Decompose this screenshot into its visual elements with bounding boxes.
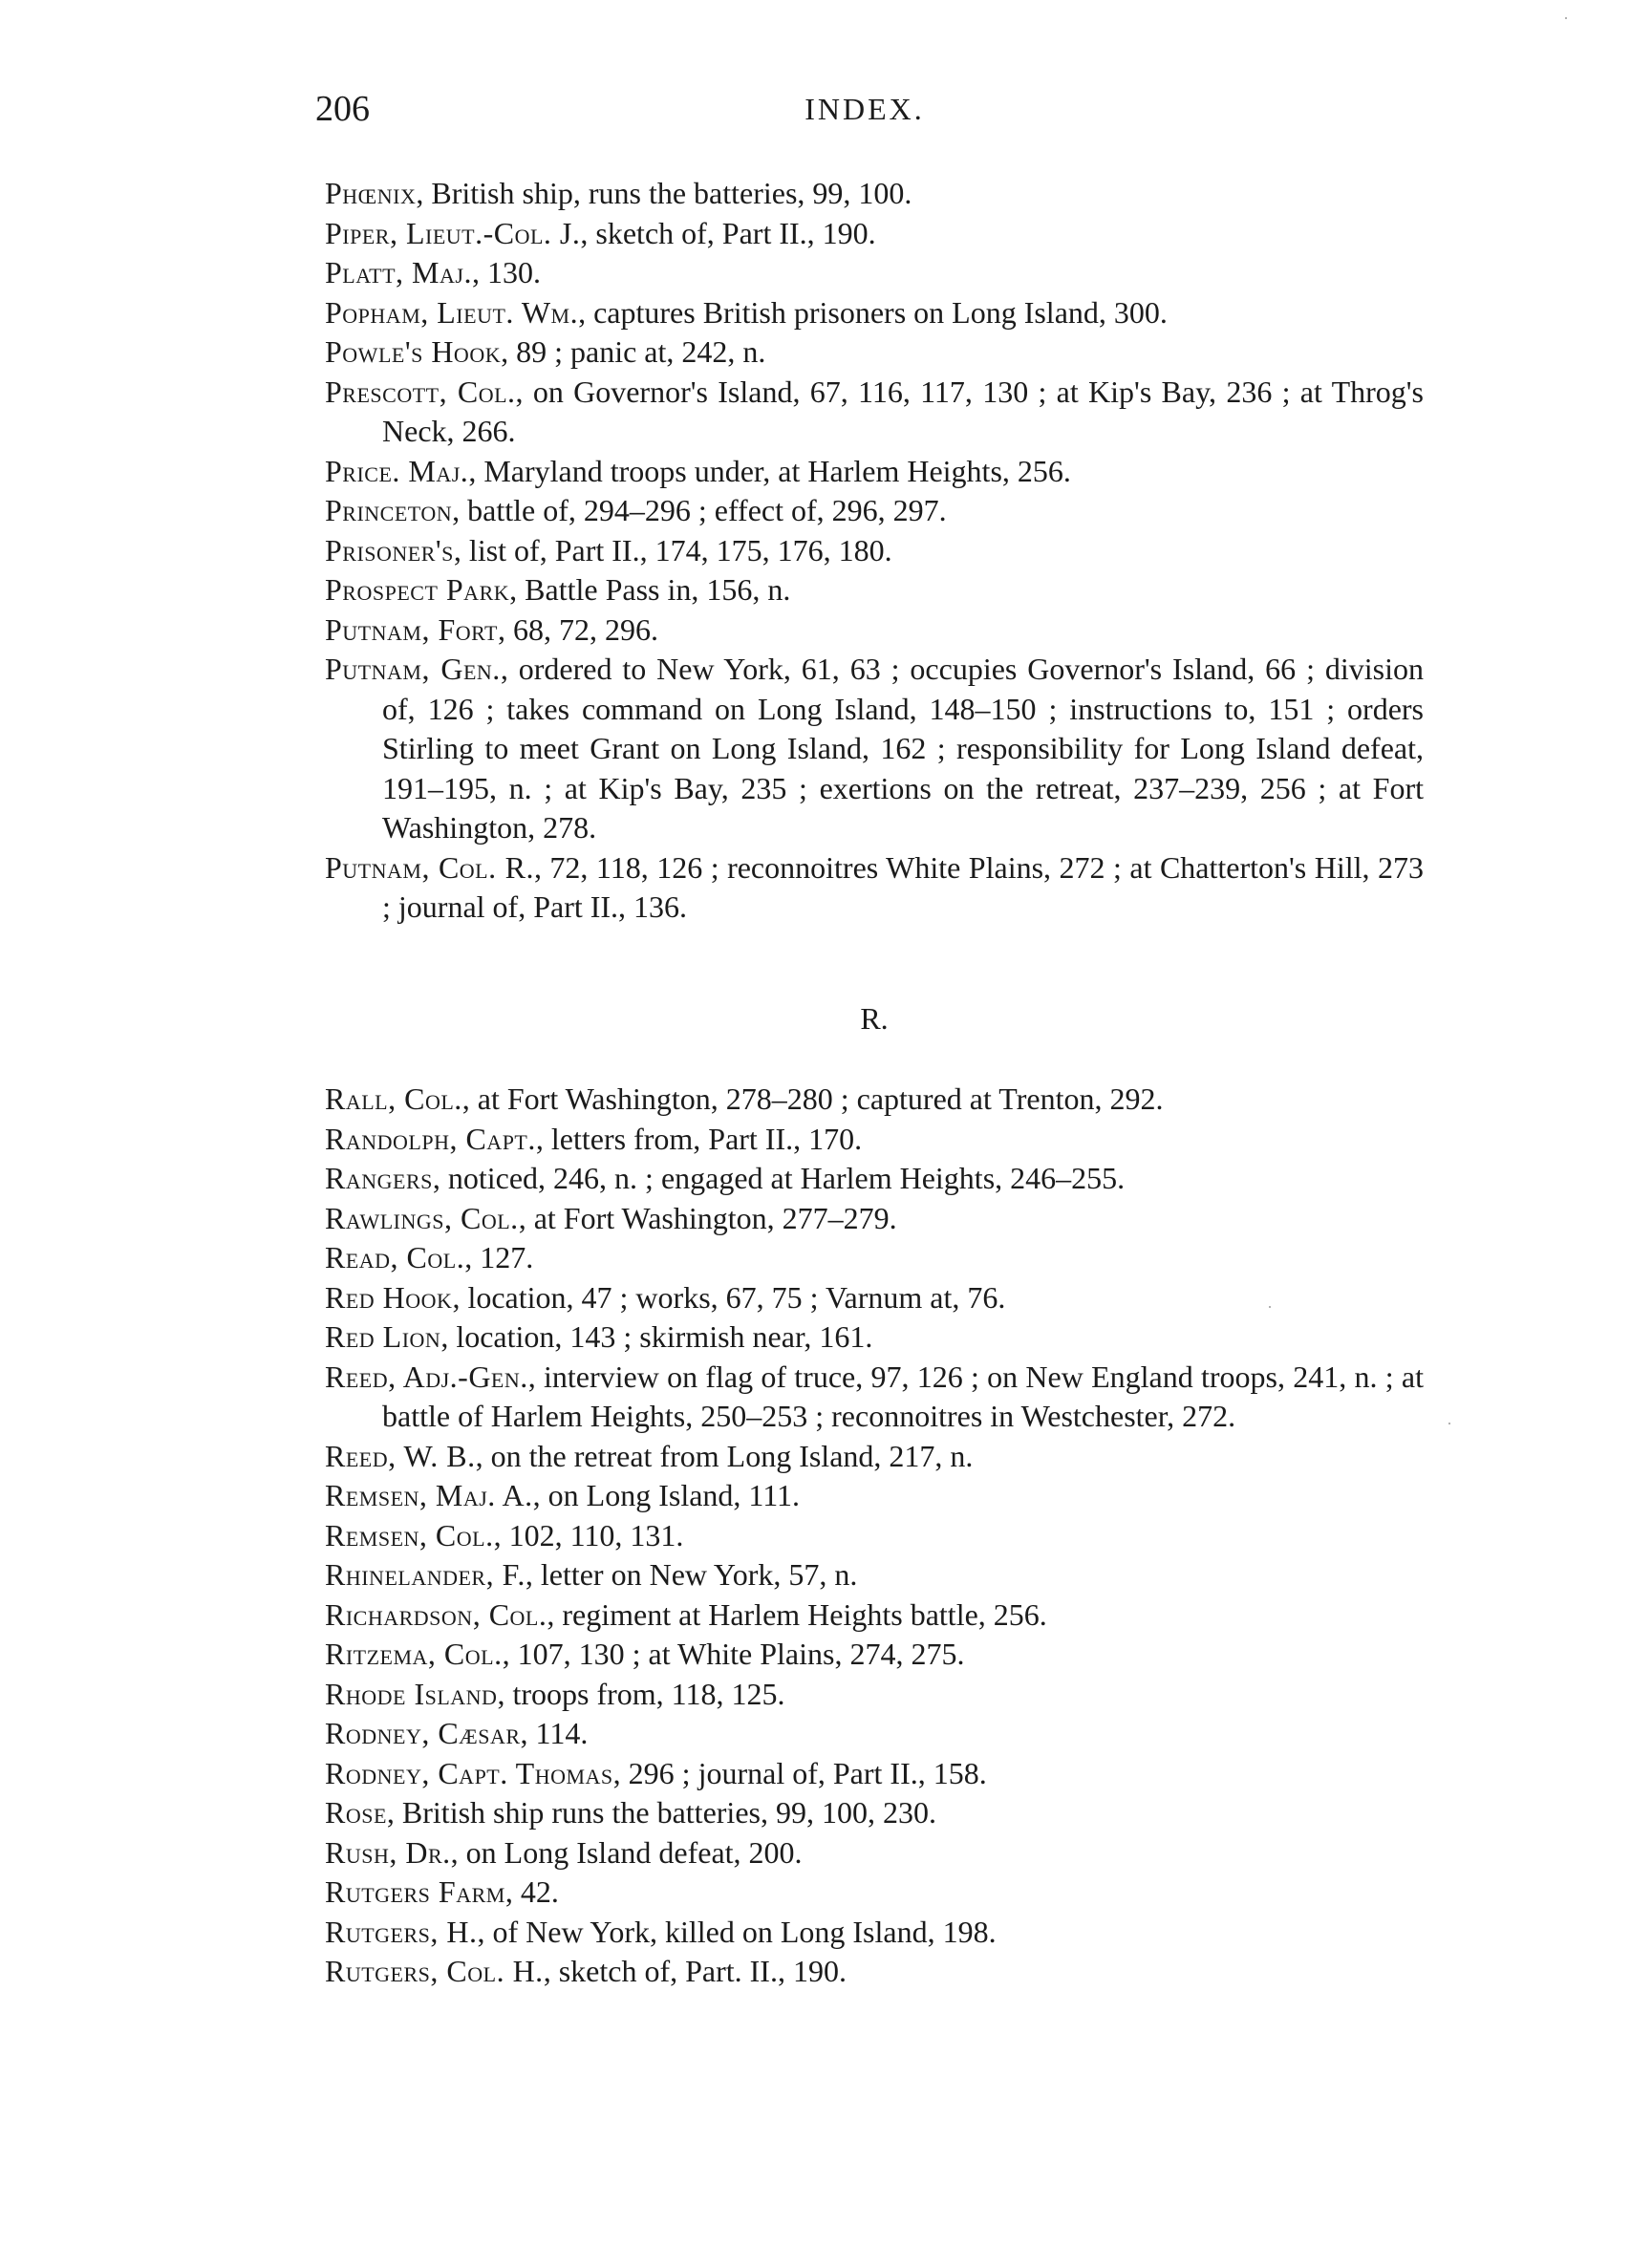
index-entry: Rall, Col., at Fort Washington, 278–280 ; captured at Trenton, 292. (325, 1081, 1164, 1116)
index-entry: Rutgers, Col. H., sketch of, Part. II., 190. (325, 1954, 847, 1988)
index-section-r (325, 1080, 1424, 1992)
index-entry: Platt, Maj., 130. (325, 255, 541, 289)
scan-speck (1565, 17, 1567, 19)
index-entry: Piper, Lieut.-Col. J., sketch of, Part II., 190. (325, 215, 876, 250)
index-entry: Reed, Adj.-Gen., interview on flag of truce, 97, 126 ; on New England troops, 241, n. ; at battle of Harlem Heights, 250–253 ; reconnoitres in Westchester, 272. (325, 1359, 1424, 1433)
index-section-p (325, 174, 1424, 928)
index-entry: Popham, Lieut. Wm., captures British prisoners on Long Island, 300. (325, 294, 1168, 330)
index-entry: Richardson, Col., regiment at Harlem Heights battle, 256. (325, 1596, 1047, 1632)
scan-speck (1269, 1306, 1271, 1308)
index-entry: Powle's Hook, 89 ; panic at, 242, n. (325, 334, 766, 369)
index-entry: Rangers, noticed, 246, n. ; engaged at Harlem Heights, 246–255. (325, 1161, 1126, 1195)
index-entry: Ritzema, Col., 107, 130 ; at White Plains, 274, 275. (325, 1637, 965, 1671)
index-entry: Remsen, Col., 102, 110, 131. (325, 1517, 684, 1552)
index-entry: Prisoner's, list of, Part II., 174, 175, 176, 180. (325, 532, 892, 567)
index-entry: Rodney, Capt. Thomas, 296 ; journal of, Part II., 158. (325, 1755, 987, 1790)
index-entry: Putnam, Gen., ordered to New York, 61, 63 ; occupies Governor's Island, 66 ; division of, 126 ; takes command on Long Island, 148–150 ; instructions to, 151 ; orders Stirling to meet Grant on Long Island, 162 ; responsibility for Long Island defeat, 191–195, n. ; at Kip's Bay, 235 ; exertions on the retreat, 237–239, 256 ; at Fort Washington, 278. (325, 652, 1424, 845)
index-entry: Princeton, battle of, 294–296 ; effect of, 296, 297. (325, 493, 947, 527)
index-entry: Putnam, Fort, 68, 72, 296. (325, 611, 658, 647)
index-entry: Rhinelander, F., letter on New York, 57, n. (325, 1557, 858, 1592)
index-entry: Price. Maj., Maryland troops under, at Harlem Heights, 256. (325, 453, 1071, 488)
index-entry: Rawlings, Col., at Fort Washington, 277–279. (325, 1200, 897, 1235)
index-entry: Reed, W. B., on the retreat from Long Island, 217, n. (325, 1438, 974, 1473)
index-entry: Red Hook, location, 47 ; works, 67, 75 ; Varnum at, 76. (325, 1279, 1006, 1315)
index-entry: Prescott, Col., on Governor's Island, 67, 116, 117, 130 ; at Kip's Bay, 236 ; at Throg's Neck, 266. (325, 374, 1424, 448)
index-entry: Putnam, Col. R., 72, 118, 126 ; reconnoitres White Plains, 272 ; at Chatterton's Hill, 273 ; journal of, Part II., 136. (325, 849, 1425, 924)
index-entry: Rodney, Cæsar, 114. (325, 1716, 589, 1750)
index-entry: Red Lion, location, 143 ; skirmish near, 161. (325, 1319, 873, 1354)
index-entry: Phœnix, British ship, runs the batteries, 99, 100. (325, 176, 912, 210)
index-entry: Read, Col., 127. (325, 1240, 534, 1274)
page-header (315, 88, 1414, 136)
index-entry: Rhode Island, troops from, 118, 125. (325, 1676, 785, 1711)
index-entry: Remsen, Maj. A., on Long Island, 111. (325, 1478, 801, 1512)
index-entry: Rush, Dr., on Long Island defeat, 200. (325, 1834, 803, 1870)
index-entry: Rose, British ship runs the batteries, 99, 100, 230. (325, 1795, 936, 1830)
index-entry: Randolph, Capt., letters from, Part II., 170. (325, 1121, 863, 1156)
page-number: 206 (315, 89, 370, 129)
index-entry: Prospect Park, Battle Pass in, 156, n. (325, 572, 791, 607)
running-head: INDEX. (805, 92, 925, 126)
section-letter-heading: R. (860, 1001, 889, 1036)
index-entry: Rutgers Farm, 42. (325, 1874, 559, 1909)
index-entry: Rutgers, H., of New York, killed on Long Island, 198. (325, 1914, 997, 1949)
scan-speck (1448, 1423, 1450, 1424)
